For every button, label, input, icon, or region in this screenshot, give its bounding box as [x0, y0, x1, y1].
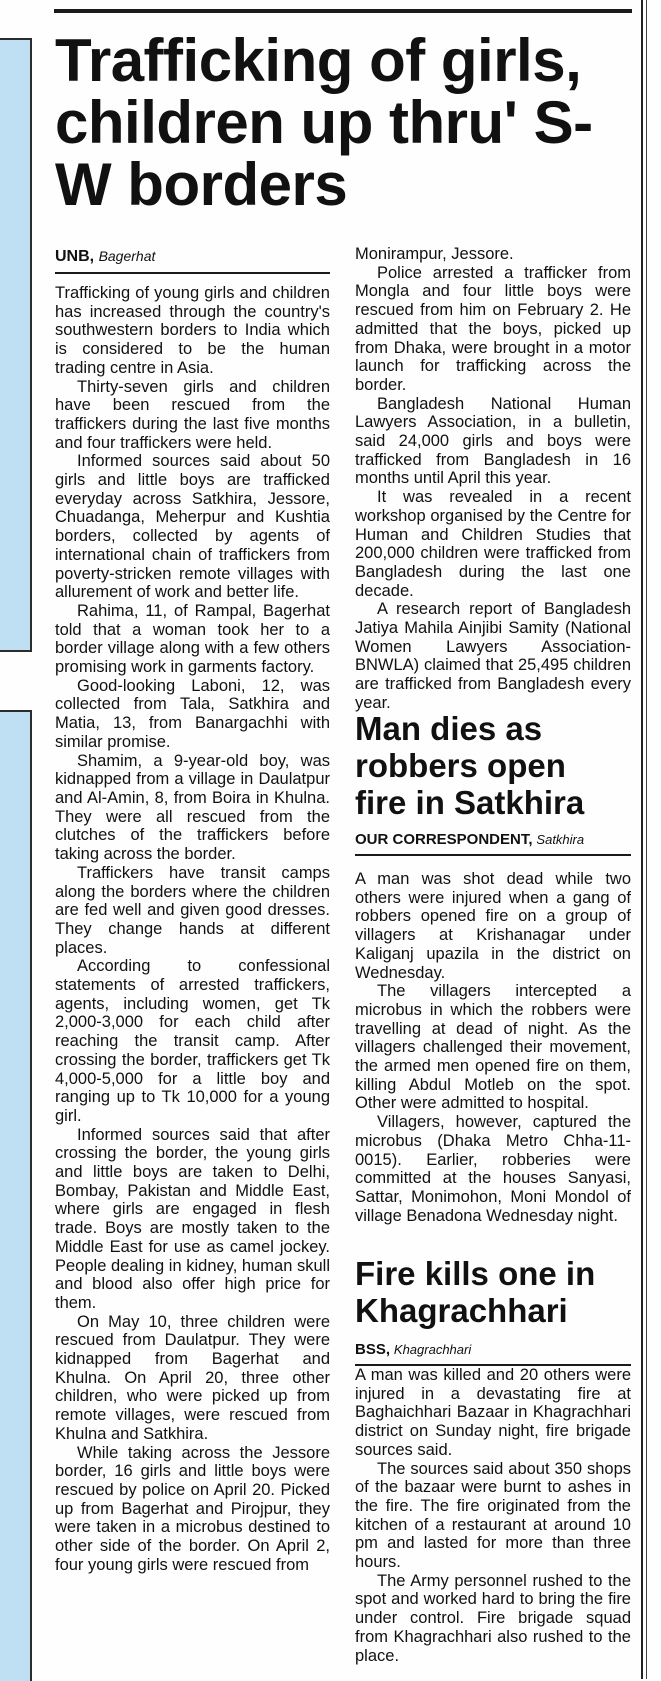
main-place: Bagerhat — [98, 248, 156, 264]
paragraph: On May 10, three children were rescued from Daulatpur. They were kidnapped from Bagerhat and Khulna. On April 20, three other children, who were picked up from remote villages, were rescued from Khulna and Satkhira. — [55, 1312, 330, 1443]
paragraph: Monirampur, Jessore. — [355, 245, 514, 263]
paragraph: It was revealed in a recent workshop organised by the Centre for Human and Children Studies that 200,000 children were trafficked from Bangladesh during the last one decade. — [355, 488, 631, 600]
paragraph: While taking across the Jessore border, 16 girls and little boys were rescued by police on April 20. Picked up from Bagerhat and Pirojpur, they were taken in a microbus destined to other side of the border. On April 2, four young girls were rescued from — [55, 1443, 330, 1574]
paragraph: Traffickers have transit camps along the borders where the children are fed well and given good dresses. They change hands at different places. — [55, 863, 330, 957]
satkhira-place: Satkhira — [536, 832, 585, 847]
paragraph: Thirty-seven girls and children have been rescued from the traffickers during the last five months and four traffickers were held. — [55, 377, 330, 452]
paragraph: Good-looking Laboni, 12, was collected from Tala, Satkhira and Matia, 13, from Banargachhi with similar promise. — [55, 676, 330, 751]
paragraph: Rahima, 11, of Rampal, Bagerhat told that a woman took her to a border village along with a few others promising work in garments factory. — [55, 601, 330, 677]
column-rule — [641, 0, 643, 1679]
khagrachhari-article-body — [355, 1366, 631, 1665]
satkhira-article-body — [355, 870, 631, 1225]
paragraph: A man was killed and 20 others were injured in a devastating fire at Baghaichhari Bazaar in Khagrachhari district on Sunday night, fire brigade sources said. — [355, 1366, 631, 1459]
satkhira-byline — [355, 830, 631, 856]
paragraph: Police arrested a trafficker from Mongla and four little boys were rescued from him on February 2. He admitted that the boys, picked up from Dhaka, were brought in a motor launch for trafficking across the border. — [355, 263, 631, 394]
paragraph: Shamim, a 9-year-old boy, was kidnapped from a village in Daulatpur and Al-Amin, 8, from Boira in Khulna. They were all rescued from the clutches of the traffickers before taking across the border. — [55, 751, 330, 864]
main-byline — [55, 246, 330, 274]
khagrachhari-agency: BSS, — [355, 1341, 391, 1358]
main-article-column-2 — [355, 245, 631, 713]
khagrachhari-place: Khagrachhari — [393, 1342, 472, 1357]
adjacent-panel-bottom — [0, 710, 32, 1681]
paragraph: Informed sources said that after crossing the border, the young girls and little boys are taken to Delhi, Bombay, Pakistan and Middle East, where girls are engaged in flesh trade. Boys are mostly taken to the Middle East for use as camel jockey. People dealing in kidney, human skull and blood also offer high price for them. — [55, 1125, 330, 1312]
satkhira-agency: OUR CORRESPONDENT, — [355, 831, 533, 848]
top-rule — [54, 9, 632, 13]
paragraph: Villagers, however, captured the microbus (Dhaka Metro Chha-11-0015). Earlier, robberies were committed at the houses Sanyasi, Sattar, Monimohon, Moni Mondol of village Benadona Wednesday night. — [355, 1113, 631, 1225]
satkhira-headline: Man dies as robbers open fire in Satkhira — [355, 710, 585, 821]
paragraph: The Army personnel rushed to the spot and worked hard to bring the fire under control. Fire brigade squad from Khagrachhari also rushed to the place. — [355, 1571, 631, 1665]
paragraph: A research report of Bangladesh Jatiya Mahila Ainjibi Samity (National Women Lawyers Association-BNWLA) claimed that 25,495 children are trafficked from Bangladesh every year. — [355, 600, 631, 712]
main-article-column-1 — [55, 284, 330, 1575]
paragraph: The villagers intercepted a microbus in which the robbers were travelling at dead of night. As the villagers challenged their movement, the armed men opened fire on them, killing Abdul Motleb on the spot. Other were admitted to hospital. — [355, 982, 631, 1113]
main-agency: UNB, — [55, 248, 95, 265]
paragraph: The sources said about 350 shops of the bazaar were burnt to ashes in the fire. The fire originated from the kitchen of a restaurant at around 10 pm and lasted for more than three hours. — [355, 1459, 631, 1572]
paragraph: Bangladesh National Human Lawyers Association, in a bulletin, said 24,000 girls and boys were trafficked from Bangladesh in 16 months until April this year. — [355, 394, 631, 488]
paragraph: Trafficking of young girls and children has increased through the country's southwestern borders to India which is considered to be the human trading centre in Asia. — [55, 284, 330, 377]
khagrachhari-headline: Fire kills one in Khagrachhari — [355, 1255, 596, 1329]
paragraph: A man was shot dead while two others were injured when a gang of robbers opened fire on a group of villagers at Krishanagar under Kaliganj upazila in the district on Wednesday. — [355, 870, 631, 982]
main-headline: Trafficking of girls, children up thru' S-W borders — [55, 27, 593, 218]
paragraph: According to confessional statements of arrested traffickers, agents, including women, get Tk 2,000-3,000 for each child after reaching the transit camp. After crossing the border, traffickers get Tk 4,000-5,000 for a little boy and ranging up to Tk 10,000 for a young girl. — [55, 957, 330, 1125]
adjacent-panel-top — [0, 38, 32, 652]
khagrachhari-byline — [355, 1340, 631, 1366]
paragraph: Informed sources said about 50 girls and little boys are trafficked everyday across Satkhira, Jessore, Chuadanga, Meherpur and Kushtia borders, collected by agents of international chain of traffickers from poverty-stricken remote villages with allurement of work and better life. — [55, 452, 330, 602]
column-rule-inner — [646, 0, 647, 1679]
